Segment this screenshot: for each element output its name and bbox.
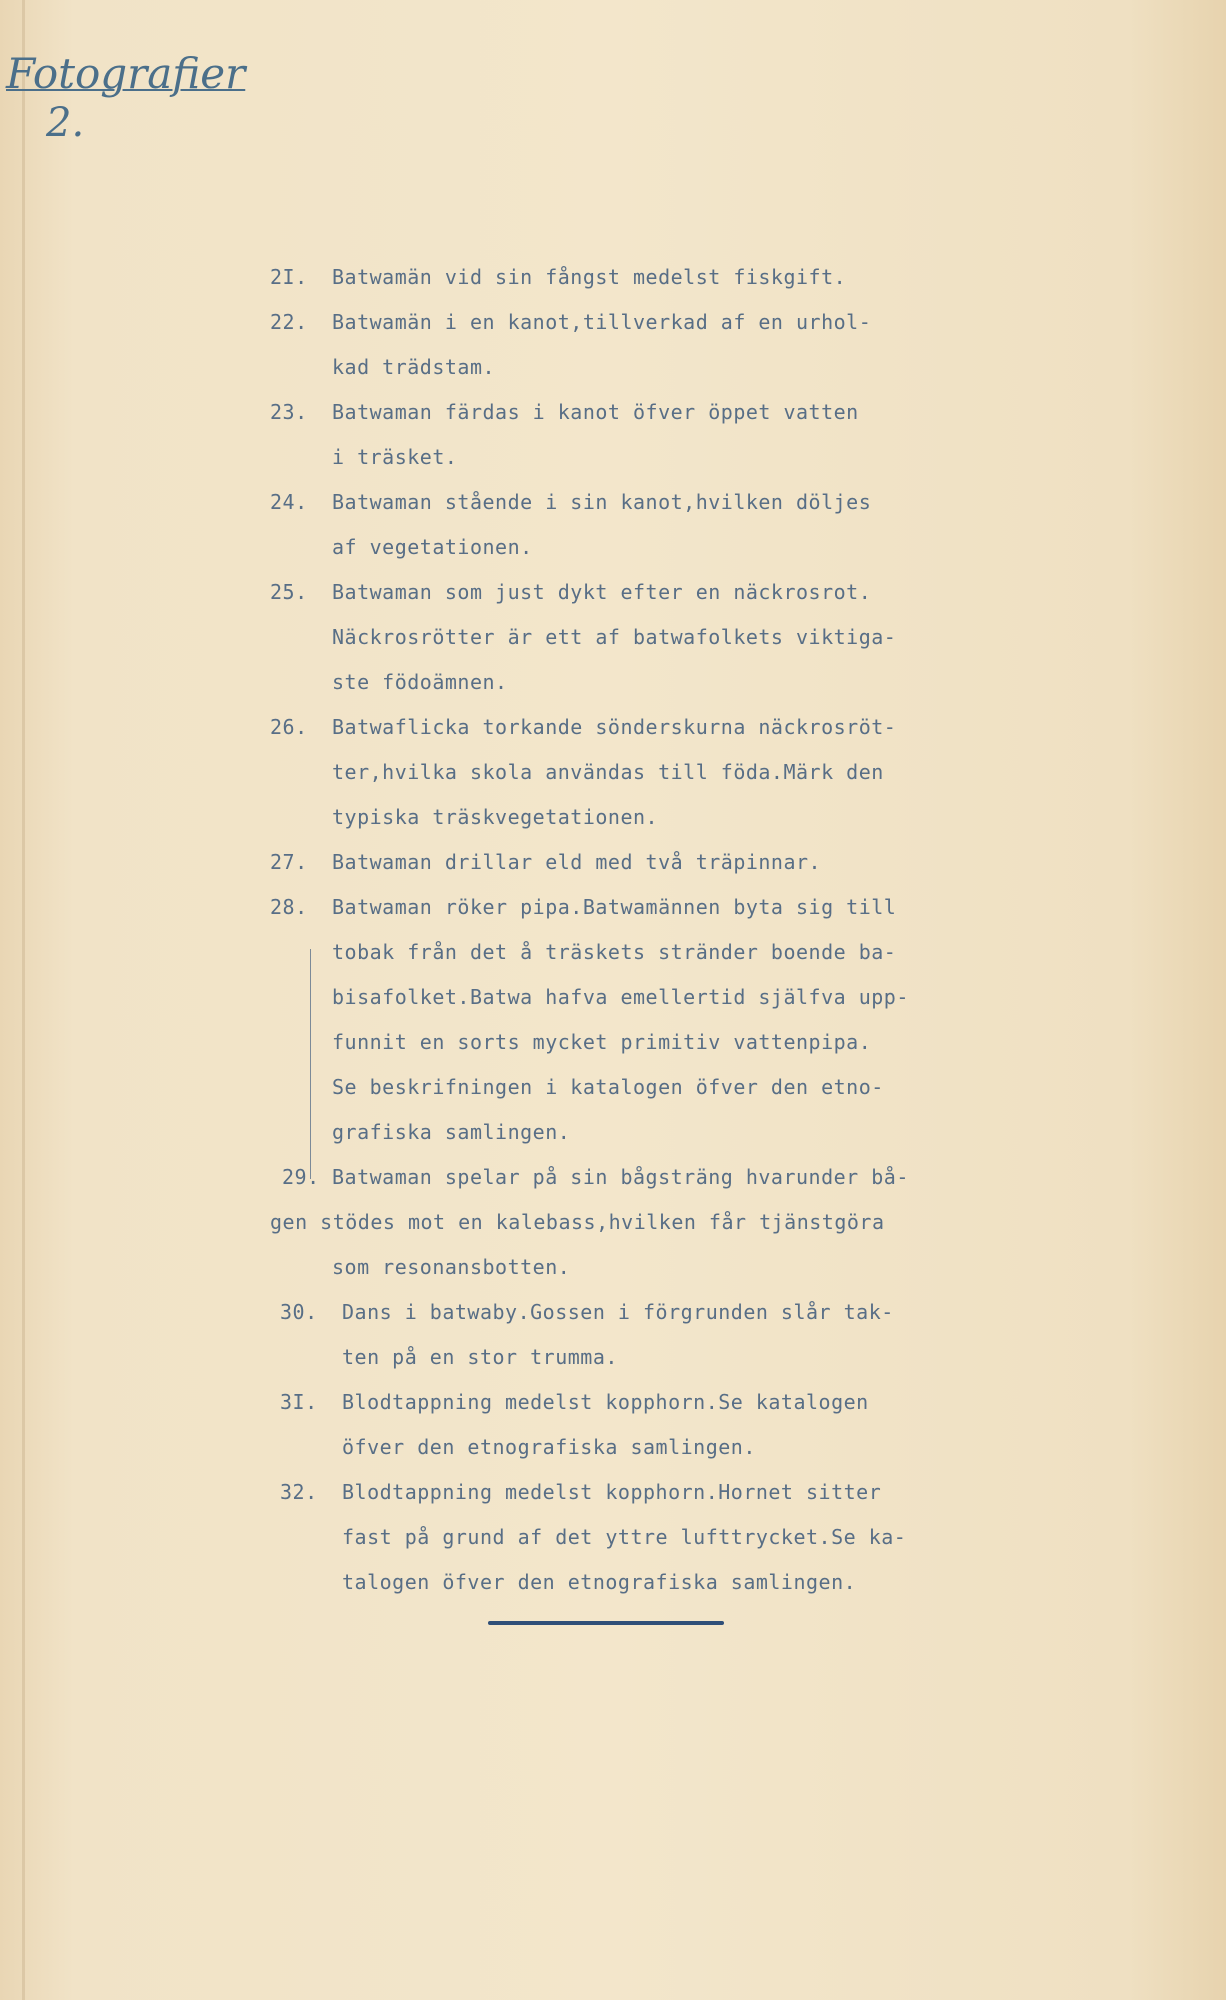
entry-text-line: ten på en stor trumma. [342, 1345, 618, 1369]
entry-text-line: ste födoämnen. [332, 670, 508, 694]
entry-number: 27. [270, 850, 308, 874]
entry-text-line: Batwamän i en kanot,tillverkad af en urhol- [332, 310, 872, 334]
entry-number: 28. [270, 895, 308, 919]
entry-number: 25. [270, 580, 308, 604]
list-item-32 [270, 1470, 1030, 1605]
entry-text-line: Näckrosrötter är ett af batwafolkets viktiga- [332, 625, 897, 649]
entry-text-line: fast på grund af det yttre lufttrycket.Se ka- [342, 1525, 907, 1549]
list-item-30 [270, 1290, 1030, 1380]
header-page-number: 2. [46, 100, 85, 146]
entry-text-line: Blodtappning medelst kopphorn.Se katalogen [342, 1390, 869, 1414]
entry-number: 29. [282, 1165, 320, 1189]
caption-list [270, 255, 1030, 1605]
entry-text-line: bisafolket.Batwa hafva emellertid själfva upp- [332, 985, 909, 1009]
list-item-29 [270, 1155, 1030, 1290]
entry-text-line: typiska träskvegetationen. [332, 805, 659, 829]
list-item-23 [270, 390, 1030, 480]
entry-text-line: kad trädstam. [332, 355, 496, 379]
entry-number: 30. [280, 1300, 318, 1324]
entry-text-line: Batwaman som just dykt efter en näckrosrot. [332, 580, 872, 604]
entry-text-line: gen stödes mot en kalebass,hvilken får tjänstgöra [270, 1210, 885, 1234]
entry-text-line: talogen öfver den etnografiska samlingen. [342, 1570, 857, 1594]
list-item-24 [270, 480, 1030, 570]
entry-text-line: Batwaman röker pipa.Batwamännen byta sig till [332, 895, 897, 919]
entry-number: 26. [270, 715, 308, 739]
list-item-26 [270, 705, 1030, 840]
entry-text-line: i träsket. [332, 445, 458, 469]
list-item-31 [270, 1380, 1030, 1470]
list-item-25 [270, 570, 1030, 705]
entry-text-line: tobak från det å träskets stränder boende ba- [332, 940, 897, 964]
entry-text-line: Batwaman stående i sin kanot,hvilken döljes [332, 490, 872, 514]
entry-text-line: Batwaman drillar eld med två träpinnar. [332, 850, 822, 874]
entry-text-line: af vegetationen. [332, 535, 533, 559]
handwritten-header [6, 50, 245, 148]
entry-text-line: grafiska samlingen. [332, 1120, 571, 1144]
entry-text-line: Se beskrifningen i katalogen öfver den etno- [332, 1075, 884, 1099]
list-item-22 [270, 300, 1030, 390]
margin-pencil-mark [310, 949, 311, 1179]
list-item-28 [270, 885, 1030, 1155]
entry-number: 23. [270, 400, 308, 424]
entry-number: 3I. [280, 1390, 318, 1414]
entry-text-line: Batwaman färdas i kanot öfver öppet vatten [332, 400, 859, 424]
entry-text-line: ter,hvilka skola användas till föda.Märk den [332, 760, 884, 784]
end-rule-divider [488, 1621, 724, 1625]
paper-fold-shadow [22, 0, 25, 2000]
entry-text-line: Blodtappning medelst kopphorn.Hornet sitter [342, 1480, 882, 1504]
entry-text-line: funnit en sorts mycket primitiv vattenpipa. [332, 1030, 872, 1054]
list-item-27 [270, 840, 1030, 885]
entry-number: 22. [270, 310, 308, 334]
entry-text-line: som resonansbotten. [332, 1255, 571, 1279]
entry-number: 24. [270, 490, 308, 514]
entry-text-line: Dans i batwaby.Gossen i förgrunden slår tak- [342, 1300, 894, 1324]
header-title: Fotografier [6, 49, 246, 98]
list-item-21 [270, 255, 1030, 300]
entry-text-line: Batwaman spelar på sin bågsträng hvarunder bå- [332, 1165, 909, 1189]
entry-number: 2I. [270, 265, 308, 289]
entry-text-line: Batwaflicka torkande sönderskurna näckrosröt- [332, 715, 897, 739]
entry-text-line: Batwamän vid sin fångst medelst fiskgift. [332, 265, 847, 289]
entry-text-line: öfver den etnografiska samlingen. [342, 1435, 756, 1459]
entry-number: 32. [280, 1480, 318, 1504]
